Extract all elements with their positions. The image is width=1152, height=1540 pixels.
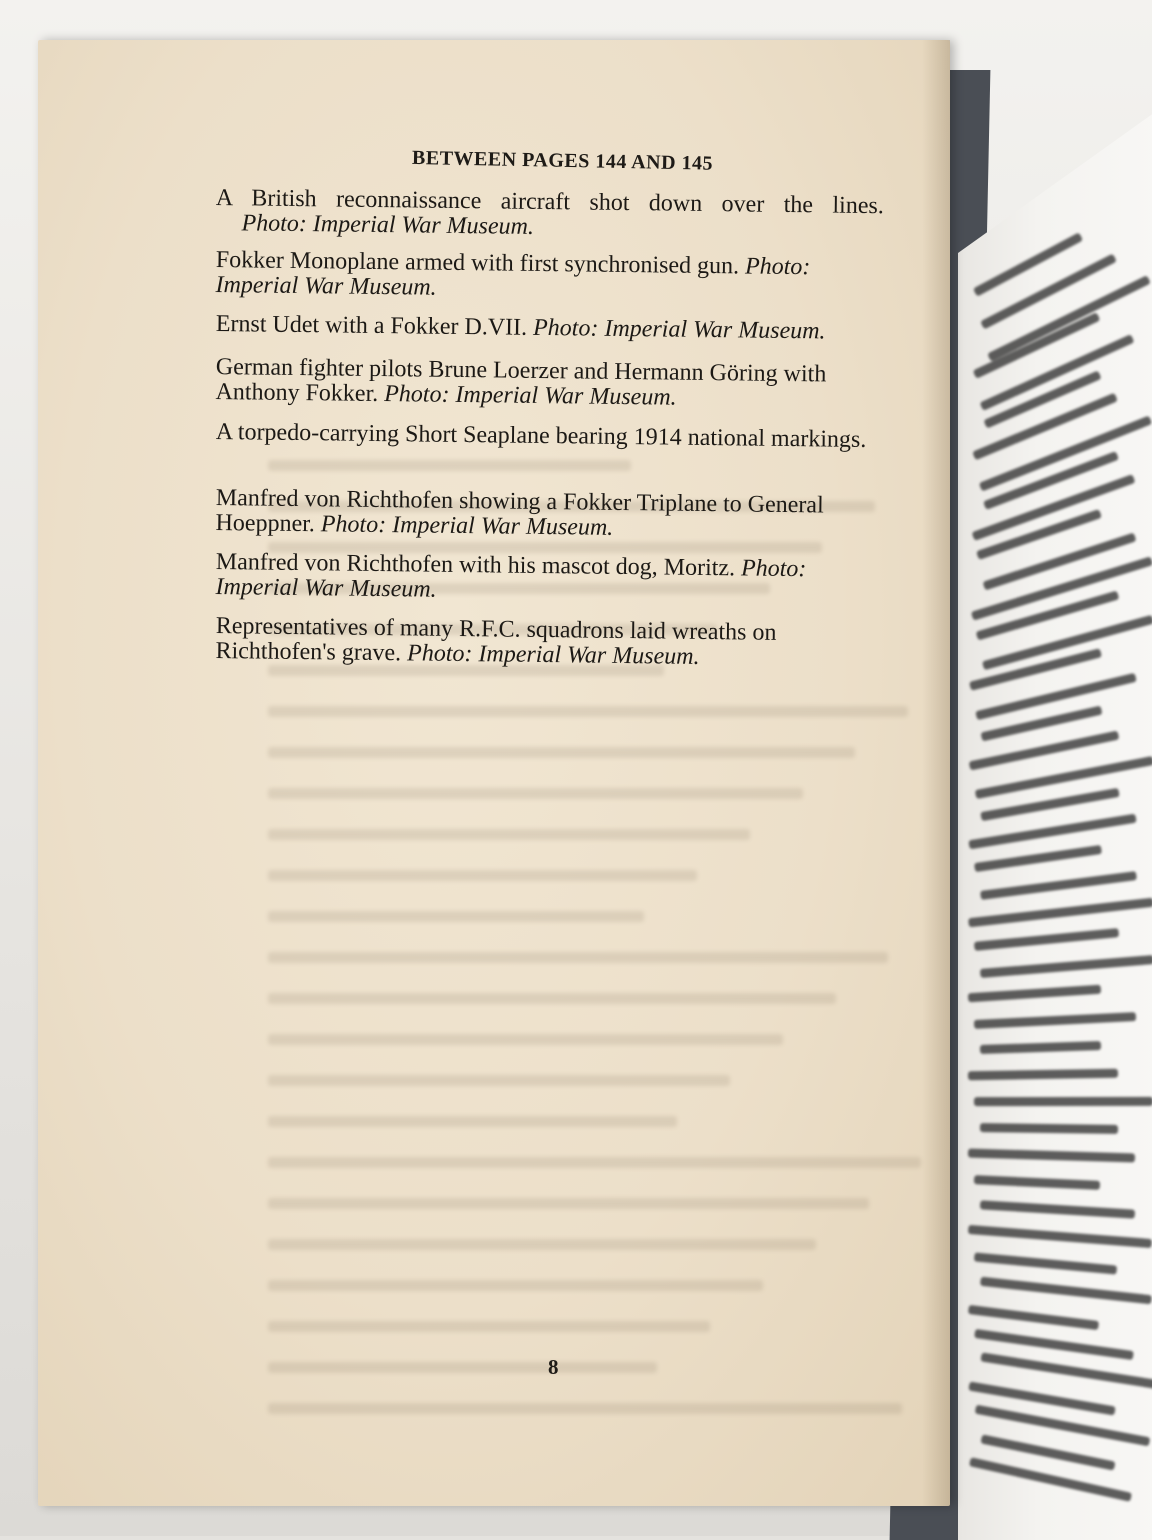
show-through-line bbox=[268, 870, 697, 881]
caption-text: Ernst Udet with a Fokker D.VII. bbox=[215, 311, 528, 341]
caption-7 bbox=[215, 550, 884, 608]
caption-4 bbox=[215, 355, 884, 413]
caption-credit: Photo: Imperial War Museum. bbox=[384, 381, 677, 411]
show-through-line bbox=[268, 1198, 869, 1209]
show-through-line bbox=[268, 1116, 677, 1127]
caption-credit: Photo: Imperial War Museum. bbox=[320, 511, 614, 541]
blurred-line bbox=[987, 275, 1151, 362]
caption-credit: Photo: Imperial War Museum. bbox=[241, 210, 535, 240]
blurred-line bbox=[980, 1200, 1135, 1218]
blurred-line bbox=[968, 1149, 1135, 1163]
blurred-line bbox=[968, 985, 1101, 1003]
show-through-line bbox=[268, 1280, 763, 1291]
show-through-line bbox=[268, 1034, 783, 1045]
show-through-line bbox=[268, 1157, 921, 1168]
show-through-line bbox=[268, 829, 750, 840]
caption-8 bbox=[215, 614, 884, 672]
show-through-line bbox=[268, 911, 644, 922]
caption-text: A British reconnaissance aircraft shot down over the lines. bbox=[215, 185, 884, 220]
caption-text: German fighter pilots Brune Loerzer and Hermann Göring with Anthony Fokker. bbox=[215, 354, 827, 407]
blurred-text-block bbox=[958, 110, 1152, 1540]
show-through-line bbox=[268, 993, 836, 1004]
blurred-line bbox=[980, 955, 1152, 978]
show-through-line bbox=[268, 706, 908, 717]
caption-2 bbox=[215, 248, 884, 306]
caption-text: Manfred von Richthofen showing a Fokker Triplane to General Hoeppner. bbox=[215, 485, 824, 538]
show-through-line bbox=[268, 1403, 902, 1414]
show-through-line bbox=[268, 1239, 816, 1250]
blurred-line bbox=[980, 1277, 1152, 1305]
blurred-line bbox=[974, 928, 1119, 951]
blurred-line bbox=[968, 1305, 1099, 1330]
page-heading: BETWEEN PAGES 144 AND 145 bbox=[411, 146, 714, 175]
blurred-line bbox=[974, 845, 1102, 872]
caption-credit: Photo: Imperial War Museum. bbox=[406, 640, 700, 670]
show-through-line bbox=[268, 1362, 657, 1373]
show-through-line bbox=[268, 788, 803, 799]
caption-1 bbox=[215, 186, 884, 244]
show-through-line bbox=[268, 952, 888, 963]
blurred-line bbox=[980, 871, 1137, 900]
caption-credit: Photo: Imperial War Museum. bbox=[215, 253, 811, 301]
caption-text: Manfred von Richthofen with his mascot dog, Moritz. bbox=[215, 549, 736, 582]
show-through-line bbox=[268, 1075, 730, 1086]
blurred-line bbox=[974, 1097, 1152, 1106]
blurred-line bbox=[974, 1175, 1100, 1190]
blurred-line bbox=[980, 1123, 1118, 1134]
right-page-blurred bbox=[958, 110, 1152, 1540]
blurred-line bbox=[968, 814, 1136, 850]
blurred-line bbox=[974, 1012, 1136, 1029]
show-through-line bbox=[268, 747, 855, 758]
caption-6 bbox=[215, 486, 884, 544]
blurred-line bbox=[974, 1252, 1117, 1274]
caption-text: Fokker Monoplane armed with first synchronised gun. bbox=[215, 247, 740, 280]
caption-credit: Photo: Imperial War Museum. bbox=[532, 314, 826, 345]
caption-text: A torpedo-carrying Short Seaplane bearing 1914 national markings. bbox=[215, 419, 867, 453]
blurred-line bbox=[968, 1069, 1118, 1081]
show-through-line bbox=[268, 460, 631, 471]
blurred-line bbox=[968, 898, 1152, 928]
page-number: 8 bbox=[548, 1355, 559, 1379]
blurred-line bbox=[980, 1041, 1101, 1054]
caption-text: Representatives of many R.F.C. squadrons laid wreaths on Richthofen's grave. bbox=[215, 613, 777, 667]
caption-credit: Photo: Imperial War Museum. bbox=[215, 555, 807, 603]
blurred-line bbox=[968, 1225, 1152, 1248]
show-through-line bbox=[268, 1321, 710, 1332]
